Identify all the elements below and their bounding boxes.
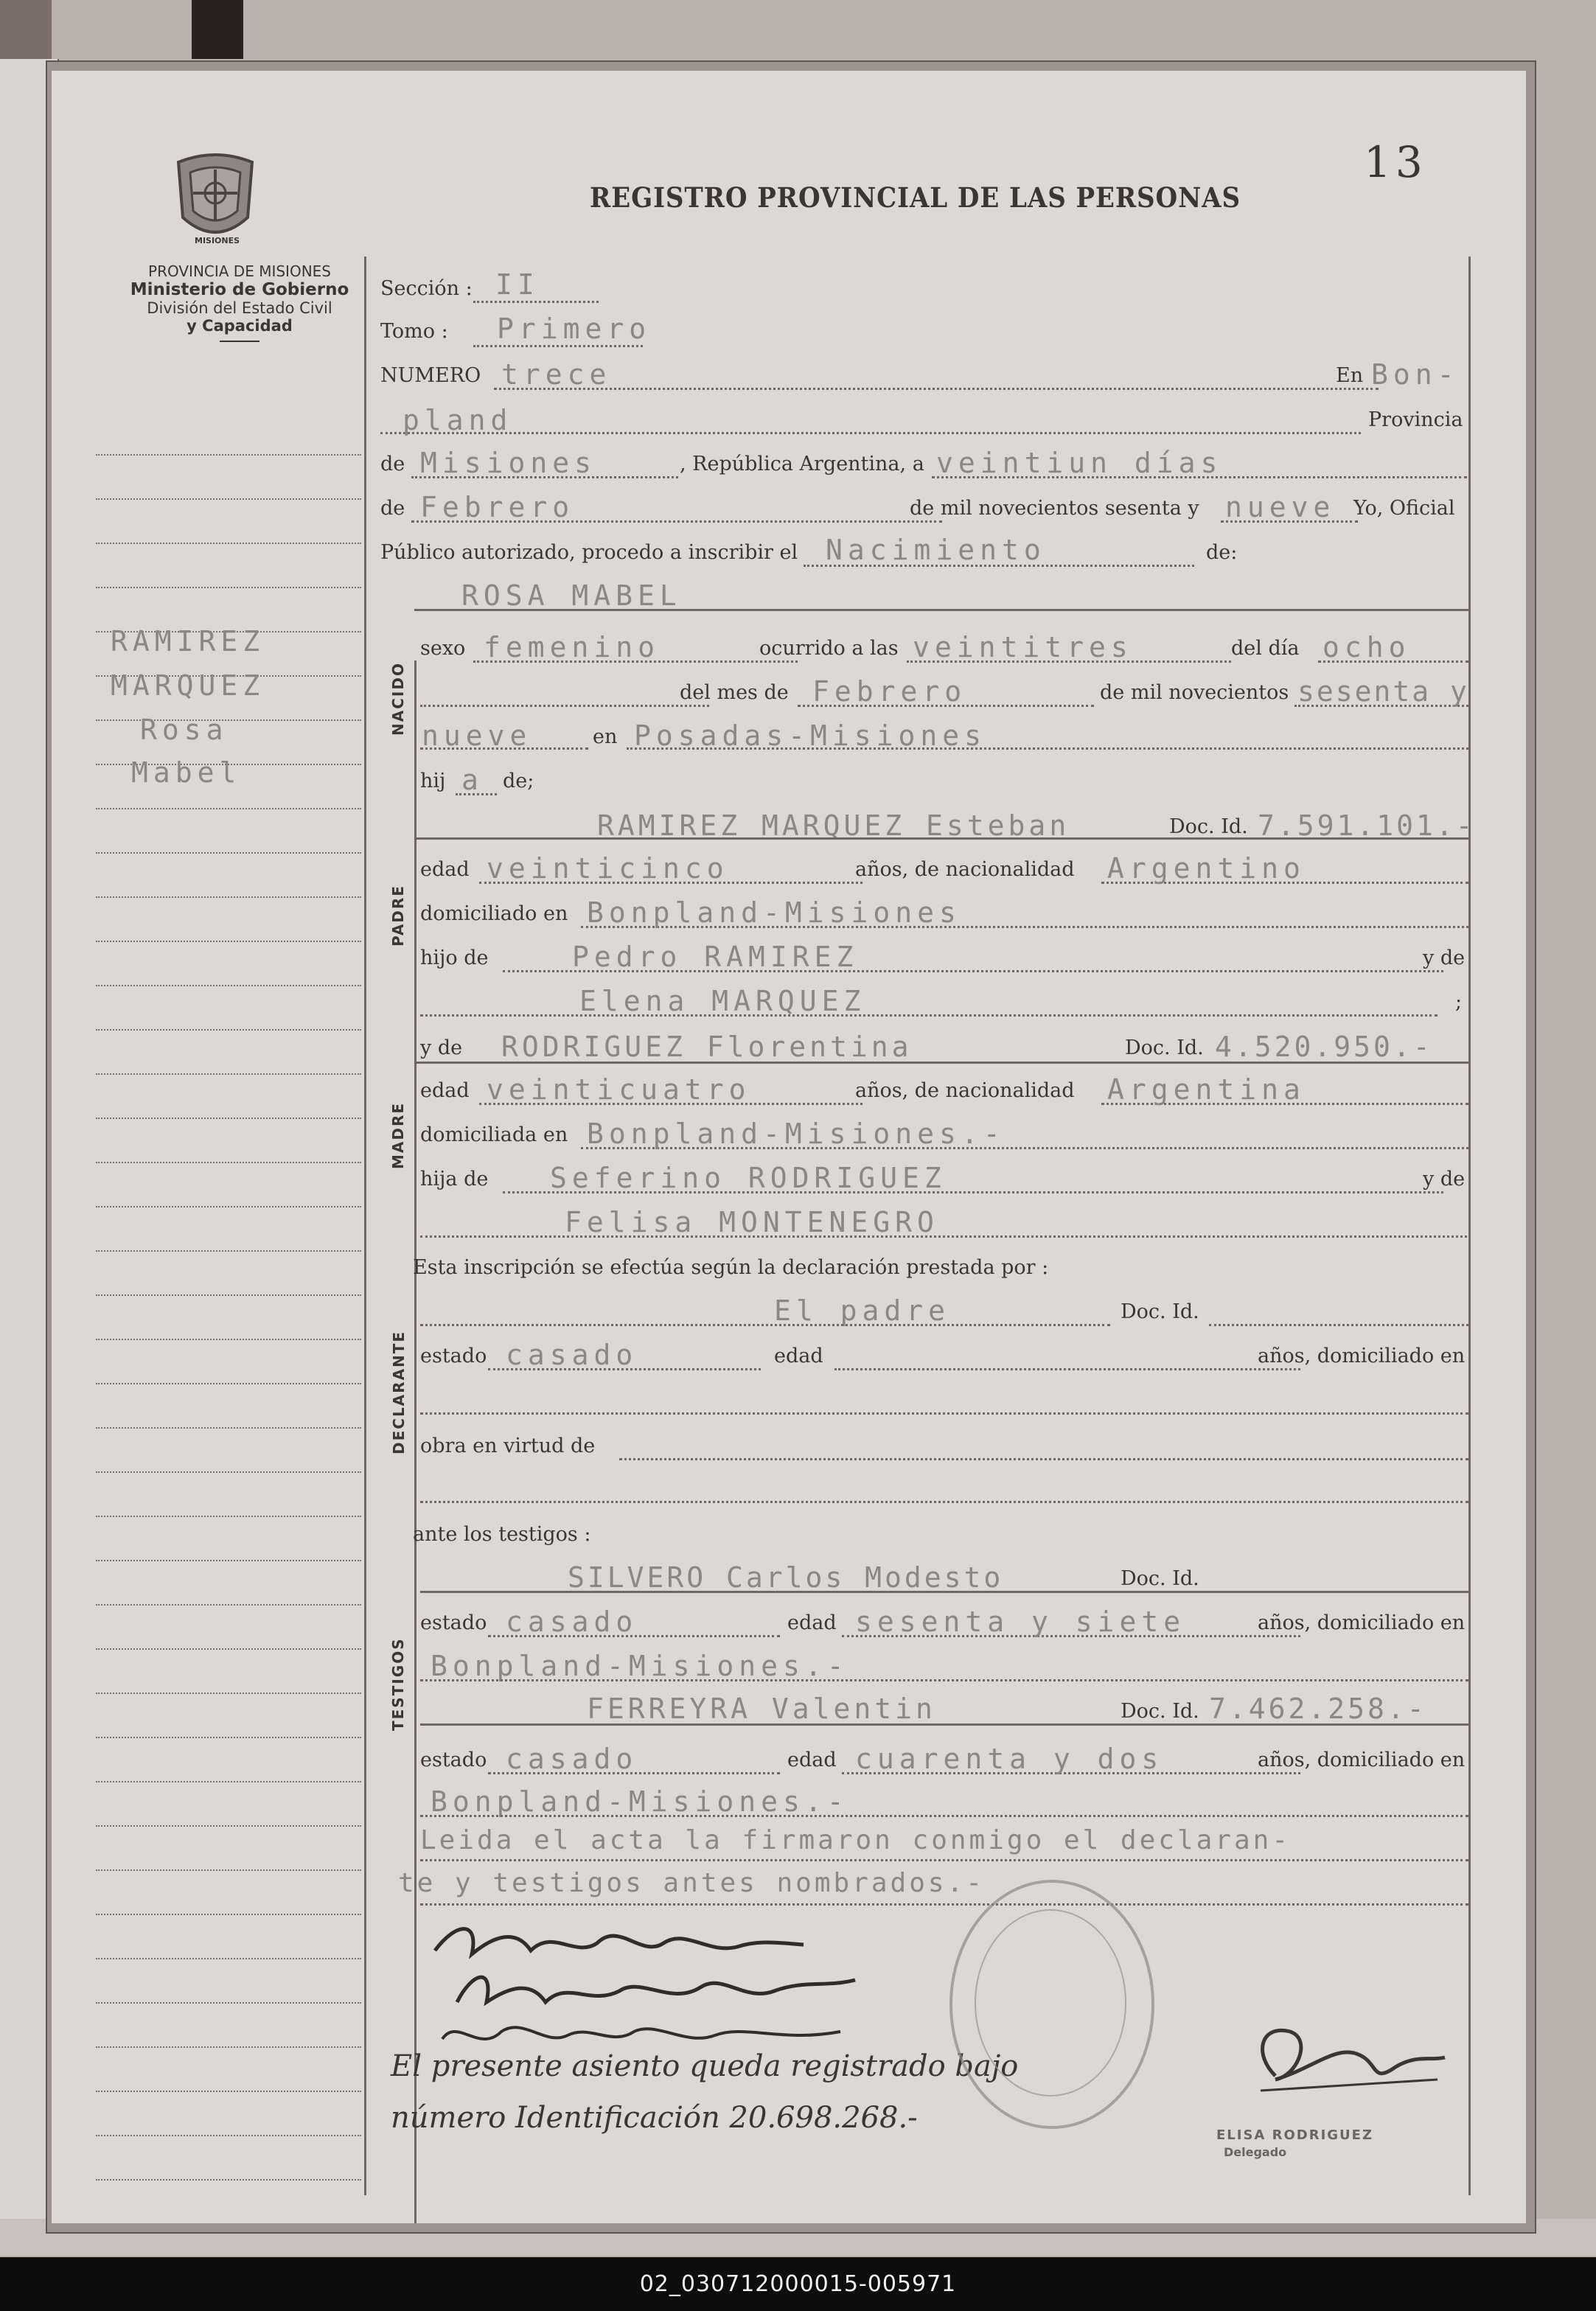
testigos-label: ante los testigos : bbox=[413, 1523, 591, 1546]
margin-ruled-line bbox=[96, 1648, 361, 1650]
margin-ruled-line bbox=[96, 1516, 361, 1517]
de-colon-label: de: bbox=[1206, 541, 1238, 564]
anio-nac-line-2 bbox=[420, 747, 588, 750]
division-line-1: División del Estado Civil bbox=[147, 299, 332, 317]
hora-value: veintitres bbox=[913, 631, 1133, 663]
testigo1-nombre-value: SILVERO Carlos Modesto bbox=[568, 1561, 1004, 1594]
padre-hijo-label: hijo de bbox=[420, 947, 489, 969]
testigo2-doc-label: Doc. Id. bbox=[1121, 1700, 1199, 1723]
padre-nac-value: Argentino bbox=[1107, 852, 1306, 885]
closing-line-guide-2 bbox=[420, 1903, 1468, 1906]
padre-yde-label: y de bbox=[1423, 947, 1466, 969]
provincia-label: Provincia bbox=[1368, 408, 1463, 431]
padre-padre-value: Pedro RAMIREZ bbox=[572, 941, 859, 973]
testigo1-nombre-line bbox=[420, 1591, 1468, 1593]
declarante-edad-label: edad bbox=[774, 1345, 823, 1367]
seccion-label: Sección : bbox=[380, 277, 473, 300]
margin-ruled-line bbox=[96, 2135, 361, 2136]
tomo-label: Tomo : bbox=[380, 320, 448, 343]
margin-ruled-line bbox=[96, 1781, 361, 1782]
division-line-2: y Capacidad bbox=[187, 317, 293, 335]
left-column-border bbox=[364, 257, 366, 2195]
madre-yde-label-2: y de bbox=[1423, 1168, 1466, 1191]
declarante-dom-line bbox=[420, 1412, 1468, 1415]
testigo2-edad-value: cuarenta y dos bbox=[855, 1743, 1164, 1775]
testigo1-estado-label: estado bbox=[420, 1611, 487, 1634]
declarante-nombre-line bbox=[420, 1324, 1110, 1326]
margin-ruled-line bbox=[96, 1073, 361, 1075]
margin-ruled-line bbox=[96, 1029, 361, 1031]
testigo1-edad-value: sesenta y siete bbox=[855, 1606, 1186, 1638]
hij-de-label: de; bbox=[503, 770, 534, 792]
stamp-footer-role: Delegado bbox=[1224, 2145, 1287, 2159]
republica-label: , República Argentina, a bbox=[680, 453, 924, 475]
testigo1-dom-line bbox=[420, 1679, 1468, 1681]
madre-dom-value: Bonpland-Misiones.- bbox=[587, 1118, 1006, 1150]
testigo2-estado-value: casado bbox=[506, 1743, 638, 1775]
margin-ruled-line bbox=[96, 454, 361, 456]
stamp-footer-name: ELISA RODRIGUEZ bbox=[1216, 2127, 1374, 2143]
padre-semicolon: ; bbox=[1455, 991, 1463, 1014]
official-stamp-inner-ring bbox=[975, 1909, 1126, 2096]
margin-surname-2: MARQUEZ bbox=[111, 669, 265, 702]
mes-value: Febrero bbox=[420, 491, 575, 523]
del-mes-label: del mes de bbox=[680, 681, 789, 704]
madre-doc-value: 4.520.950.- bbox=[1215, 1031, 1433, 1063]
madre-nac-value: Argentina bbox=[1107, 1073, 1306, 1106]
madre-nombre-value: RODRIGUEZ Florentina bbox=[501, 1031, 913, 1063]
obra-line bbox=[619, 1458, 1468, 1460]
anio-value: nueve bbox=[1225, 491, 1336, 523]
sexo-value: femenino bbox=[484, 631, 661, 663]
obra-line-2 bbox=[420, 1501, 1468, 1503]
testigo1-anios-label: años, domiciliado en bbox=[1258, 1611, 1466, 1634]
margin-ruled-line bbox=[96, 2046, 361, 2048]
margin-ruled-line bbox=[96, 985, 361, 986]
nombre-line bbox=[414, 609, 1468, 611]
archive-footer-bar bbox=[0, 2257, 1596, 2311]
margin-ruled-line bbox=[96, 1914, 361, 1915]
archive-file-id: 02_030712000015-005971 bbox=[639, 2271, 957, 2297]
header-divider bbox=[220, 341, 259, 342]
oficial-label: Yo, Oficial bbox=[1353, 497, 1455, 520]
testigo2-nombre-value: FERREYRA Valentin bbox=[587, 1693, 936, 1725]
declarante-estado-value: casado bbox=[506, 1339, 638, 1371]
margin-ruled-line bbox=[96, 1250, 361, 1252]
padre-nombre-value: RAMIREZ MARQUEZ Esteban bbox=[597, 809, 1070, 842]
padre-nombre-line bbox=[414, 837, 1468, 840]
margin-ruled-line bbox=[96, 896, 361, 898]
margin-ruled-line bbox=[96, 2179, 361, 2181]
tomo-value: Primero bbox=[497, 313, 652, 345]
registry-title: REGISTRO PROVINCIAL DE LAS PERSONAS bbox=[590, 181, 1241, 214]
margin-given-2: Mabel bbox=[131, 756, 242, 789]
section-padre: PADRE bbox=[389, 885, 407, 947]
testigo2-dom-value: Bonpland-Misiones.- bbox=[431, 1785, 849, 1818]
ministry-name: Ministerio de Gobierno bbox=[130, 280, 349, 299]
padre-madre-value: Elena MARQUEZ bbox=[579, 985, 866, 1017]
ocurrido-label: ocurrido a las bbox=[759, 637, 899, 660]
lugar-nac-value: Posadas-Misiones bbox=[634, 719, 987, 752]
closing-line-1: Leida el acta la firmaron conmigo el declaran- bbox=[420, 1825, 1291, 1855]
margin-ruled-line bbox=[96, 941, 361, 942]
margin-ruled-line bbox=[96, 1162, 361, 1163]
margin-ruled-line bbox=[96, 719, 361, 721]
province-name: PROVINCIA DE MISIONES bbox=[148, 262, 331, 280]
margin-ruled-line bbox=[96, 543, 361, 544]
anio-nac-value-2: nueve bbox=[422, 719, 532, 752]
testigo2-doc-value: 7.462.258.- bbox=[1209, 1693, 1427, 1725]
margin-given-1: Rosa bbox=[140, 714, 229, 746]
en-label: En bbox=[1336, 364, 1364, 387]
margin-ruled-line bbox=[96, 1693, 361, 1694]
mes-nac-value: Febrero bbox=[812, 675, 967, 708]
note-line-1: El presente asiento queda registrado bajo bbox=[391, 2049, 1019, 2083]
seccion-line bbox=[473, 301, 599, 303]
margin-ruled-line bbox=[96, 1339, 361, 1340]
margin-ruled-line bbox=[96, 1560, 361, 1561]
official-stamp bbox=[949, 1880, 1154, 2129]
margin-ruled-line bbox=[96, 498, 361, 500]
province-header bbox=[52, 262, 361, 342]
sesenta-label: de mil novecientos sesenta y bbox=[910, 497, 1199, 520]
obra-label: obra en virtud de bbox=[420, 1435, 596, 1457]
margin-ruled-line bbox=[96, 1958, 361, 1959]
padre-dom-label: domiciliado en bbox=[420, 902, 568, 925]
numero-value: trece bbox=[501, 358, 612, 391]
margin-ruled-line bbox=[96, 808, 361, 809]
lugar-line bbox=[380, 432, 1361, 434]
margin-ruled-line bbox=[96, 1427, 361, 1429]
section-nacido: NACIDO bbox=[389, 662, 407, 736]
mil-novecientos-label: de mil novecientos bbox=[1100, 681, 1289, 704]
madre-madre-value: Felisa MONTENEGRO bbox=[565, 1206, 939, 1238]
note-line-2: número Identificación 20.698.268.- bbox=[391, 2101, 918, 2135]
sexo-label: sexo bbox=[420, 637, 466, 660]
padre-dom-value: Bonpland-Misiones bbox=[587, 896, 961, 929]
declarante-estado-label: estado bbox=[420, 1345, 487, 1367]
margin-ruled-line bbox=[96, 2223, 361, 2225]
margin-ruled-line bbox=[96, 1471, 361, 1473]
declarante-edad-line bbox=[834, 1368, 1300, 1370]
tomo-line bbox=[473, 345, 643, 347]
margin-ruled-line bbox=[96, 1825, 361, 1827]
margin-ruled-line bbox=[96, 587, 361, 588]
declarante-doc-line bbox=[1209, 1324, 1468, 1326]
testigo1-doc-label: Doc. Id. bbox=[1121, 1567, 1199, 1590]
provincia-value: Misiones bbox=[420, 447, 597, 479]
section-border bbox=[414, 660, 417, 2231]
closing-line-2: te y testigos antes nombrados.- bbox=[398, 1868, 985, 1898]
madre-yde-label: y de bbox=[420, 1036, 463, 1059]
del-dia-label: del día bbox=[1231, 637, 1300, 660]
inscripcion-label: Esta inscripción se efectúa según la declaración prestada por : bbox=[413, 1256, 1049, 1279]
margin-ruled-line bbox=[96, 2002, 361, 2004]
page-number: 13 bbox=[1364, 137, 1427, 187]
seal-label: MISIONES bbox=[195, 236, 240, 245]
en-label-2: en bbox=[593, 725, 618, 748]
padre-doc-value: 7.591.101.- bbox=[1258, 809, 1476, 842]
padre-edad-label: edad bbox=[420, 858, 470, 881]
margin-ruled-line bbox=[96, 1206, 361, 1207]
book-cover-edge bbox=[192, 0, 243, 59]
nombre-value: ROSA MABEL bbox=[461, 579, 682, 612]
padre-anios-label: años, de nacionalidad bbox=[855, 858, 1075, 881]
signature-4 bbox=[1246, 2010, 1452, 2098]
dia-nac-value: ocho bbox=[1323, 631, 1411, 663]
section-madre: MADRE bbox=[389, 1101, 407, 1169]
testigo2-anios-label: años, domiciliado en bbox=[1258, 1749, 1466, 1771]
section-testigos: TESTIGOS bbox=[389, 1637, 407, 1731]
madre-anios-label: años, de nacionalidad bbox=[855, 1079, 1075, 1102]
margin-ruled-line bbox=[96, 1869, 361, 1871]
dia-value: veintiun días bbox=[936, 447, 1223, 479]
madre-doc-label: Doc. Id. bbox=[1125, 1036, 1204, 1059]
hij-value: a bbox=[461, 764, 484, 796]
declarante-value: El padre bbox=[774, 1294, 951, 1327]
madre-edad-label: edad bbox=[420, 1079, 470, 1102]
margin-ruled-line bbox=[96, 1118, 361, 1119]
acto-value: Nacimiento bbox=[826, 534, 1046, 566]
margin-surname-1: RAMIREZ bbox=[111, 625, 265, 658]
padre-edad-value: veinticinco bbox=[487, 852, 729, 885]
declarante-anios-label: años, domiciliado en bbox=[1258, 1345, 1466, 1367]
en-place-2: pland bbox=[403, 404, 513, 436]
numero-label: NUMERO bbox=[380, 364, 481, 387]
margin-ruled-line bbox=[96, 2091, 361, 2092]
madre-edad-value: veinticuatro bbox=[487, 1073, 751, 1106]
testigo1-dom-value: Bonpland-Misiones.- bbox=[431, 1650, 849, 1682]
right-column-border bbox=[1468, 257, 1471, 2195]
madre-nombre-line bbox=[414, 1062, 1468, 1064]
padre-doc-label: Doc. Id. bbox=[1169, 815, 1248, 838]
margin-ruled-line bbox=[96, 852, 361, 854]
numero-line bbox=[494, 388, 1379, 390]
testigo1-estado-value: casado bbox=[506, 1606, 638, 1638]
seccion-value: II bbox=[495, 268, 540, 301]
padre-madre-line bbox=[420, 1014, 1438, 1017]
margin-ruled-line bbox=[96, 1294, 361, 1296]
testigo2-nombre-line bbox=[420, 1723, 1468, 1726]
de-label-2: de bbox=[380, 497, 405, 520]
hij-label: hij bbox=[420, 770, 446, 792]
madre-dom-label: domiciliada en bbox=[420, 1123, 568, 1146]
section-declarante: DECLARANTE bbox=[390, 1330, 408, 1454]
province-seal bbox=[171, 147, 259, 251]
margin-ruled-line bbox=[96, 1383, 361, 1384]
madre-hija-label: hija de bbox=[420, 1168, 489, 1191]
anio-nac-value-1: sesenta y bbox=[1297, 675, 1469, 708]
closing-line-guide-1 bbox=[420, 1859, 1468, 1861]
testigo2-dom-line bbox=[420, 1815, 1468, 1817]
margin-ruled-line bbox=[96, 1604, 361, 1606]
margin-ruled-line bbox=[96, 1737, 361, 1738]
declarante-doc-label: Doc. Id. bbox=[1121, 1300, 1199, 1323]
mes-nac-pre-line bbox=[420, 705, 709, 707]
madre-padre-value: Seferino RODRIGUEZ bbox=[550, 1162, 947, 1194]
testigo2-edad-label: edad bbox=[787, 1749, 837, 1771]
testigo1-edad-label: edad bbox=[787, 1611, 837, 1634]
publico-label: Público autorizado, procedo a inscribir el bbox=[380, 541, 798, 564]
testigo2-estado-label: estado bbox=[420, 1749, 487, 1771]
de-label-1: de bbox=[380, 453, 405, 475]
en-place-1: Bon- bbox=[1371, 358, 1460, 391]
registry-page bbox=[47, 62, 1535, 2232]
